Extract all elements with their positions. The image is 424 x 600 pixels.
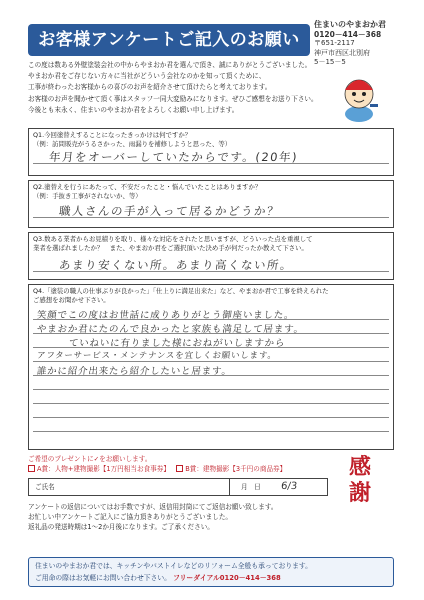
date-label: 月 日 [241, 483, 261, 491]
question-1-example: （例：訪問販売がうるさかった、雨漏りを補修しようと思った、等） [33, 140, 232, 148]
note-line: 返礼品の発送時期は1～2か月後になります。ご了承ください。 [28, 522, 214, 531]
question-4-text: Q4.「塗装の職人の仕事ぶりが良かった」「仕上りに満足出来た」など、やまおか君で工事を終えられた [33, 287, 329, 295]
notes-section [28, 503, 328, 532]
question-4-detail: ご感想をお聞かせ下さい。 [33, 296, 110, 304]
intro-line: 工事が終わったお客様からの喜びのお声を紹介させて頂けたらと考えております。 [28, 83, 272, 92]
footer-box [28, 557, 394, 587]
footer-line-2: ご用命の際はお気軽にお問い合わせ下さい。 [35, 574, 171, 582]
answer-line [33, 389, 389, 390]
question-4-answer-line-4: アフターサービス・メンテナンスを宜しくお願いします。 [36, 351, 278, 361]
page-title: お客様アンケートご記入のお願い [28, 24, 310, 56]
company-address-1: 神戸市西区北別府 [314, 48, 370, 57]
question-4 [28, 284, 394, 450]
present-b-label: B賞：建物撮影【3千円の商品券】 [185, 464, 287, 473]
question-2 [28, 180, 394, 228]
footer-free-dial: フリーダイアル0120－414－368 [173, 574, 281, 582]
intro-text [28, 60, 328, 116]
company-name: 住まいのやまおか君 [314, 20, 386, 29]
answer-line [33, 431, 389, 432]
question-1 [28, 128, 394, 176]
company-postal: 〒651-2117 [314, 39, 355, 47]
intro-line: この度は数ある外壁塗装会社の中からやまおか君を選んで頂き、誠にありがとうございました。 [28, 61, 312, 69]
present-title: ご希望のプレゼントに✓をお願いします。 [28, 455, 152, 463]
name-label: ご氏名 [35, 483, 55, 491]
question-3-detail: 業者を選ばれましたか？ また、やまおか君をご選択頂いた決め手が何だったか教えて下さい。 [33, 244, 308, 252]
question-1-answer: 年月をオーバーしていたからです。(20年) [48, 150, 299, 164]
question-1-heading [29, 129, 393, 151]
company-address-2: 5－15－5 [314, 58, 346, 66]
date-value: 6/3 [280, 481, 298, 492]
question-3 [28, 232, 394, 280]
question-2-answer: 職人さんの手が入って居るかどうか？ [58, 204, 281, 218]
intro-line: 今後とも末永く、住まいのやまおか君をよろしくお願い申し上げます。 [28, 105, 239, 114]
present-a-label: A賞：人物+建物撮影【1万円相当お食事券】 [37, 464, 170, 473]
present-a-checkbox[interactable] [28, 465, 35, 472]
question-2-heading [29, 181, 393, 203]
present-b-checkbox[interactable] [176, 465, 183, 472]
note-line: お忙しい中アンケートご記入にご協力頂きありがとうございました。 [28, 512, 233, 521]
question-1-text: Q1.今回塗替えすることになったきっかけは何ですか？ [33, 131, 192, 139]
question-4-answer-line-1: 笑顔でこの度はお世話に成りありがとう御座いました。 [36, 310, 295, 321]
kansha-stamp: 感謝 [348, 454, 371, 506]
intro-line: やまおか君をご存じない方々に当社がどういう会社なのかを知って頂くために、 [28, 72, 266, 81]
answer-line [33, 403, 389, 404]
answer-line [33, 417, 389, 418]
answer-line [33, 361, 389, 362]
question-2-text: Q2.塗替えを行うにあたって、不安だったこと・悩んでいたことはありますか？ [33, 183, 262, 191]
question-4-answer-line-2: やまおか君にたのんで良かったと家族も満足して居ます。 [36, 324, 305, 335]
question-4-answer-line-5: 誰かに紹介出来たら紹介したいと居ます。 [36, 366, 233, 377]
question-3-answer: あまり安くない所。あまり高くない所。 [58, 258, 294, 272]
question-3-text: Q3.数ある業者からお見積りを取り、様々な対応をされたと思いますが、どういった点を重視して [33, 235, 313, 243]
row-divider [229, 479, 230, 495]
question-4-answer-line-3: ていねいに有りました様におねがいしますから [68, 338, 286, 349]
question-4-heading [29, 285, 393, 307]
intro-line: お客様のお声を聞かせて頂く事はスタッフ一同大変励みになります。ぜひご感想をお送り下さい。 [28, 94, 318, 103]
company-info [314, 20, 410, 68]
present-options [28, 465, 328, 475]
present-section [28, 455, 328, 474]
name-date-row [28, 478, 328, 496]
question-2-example: （例：手抜き工事がされないか、等） [33, 192, 142, 200]
company-phone: 0120－414－368 [314, 29, 382, 39]
note-line: アンケートの返信についてはお手数ですが、返信用封筒にてご返信お願い致します。 [28, 503, 278, 511]
footer-line-1: 住まいのやまおか君では、キッチンやバストイレなどのリフォーム全般も承っております。 [35, 562, 312, 570]
mascot-icon [336, 68, 382, 124]
question-3-heading [29, 233, 393, 255]
